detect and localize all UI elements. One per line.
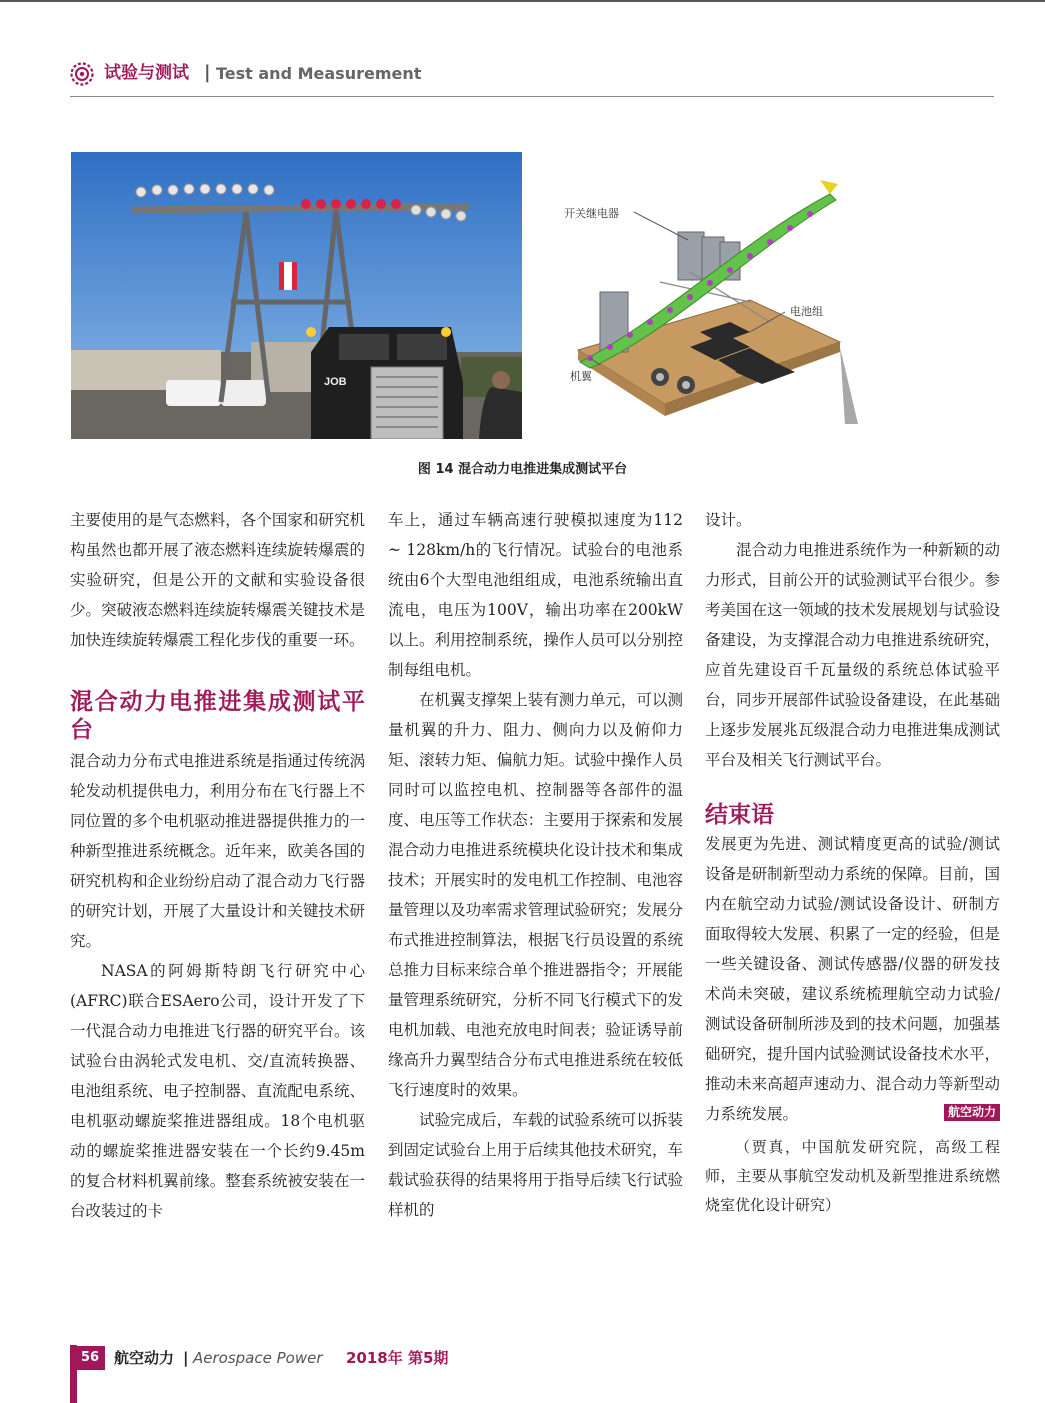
section-heading-conclusion: 结束语 [705,802,774,828]
journal-name-en: Aerospace Power [193,1349,323,1367]
author-affiliation: （贾真，中国航发研究院，高级工程师，主要从事航空发动机及新型推进系统燃烧室优化设计研究） [705,1138,1000,1214]
testbed-cad-diagram [540,172,862,438]
col3-paragraph-3-text: 发展更为先进、测试精度更高的试验/测试设备是研制新型动力系统的保障。目前，国内在航空动力试验/测试设备设计、研制方面取得较大发展、积累了一定的经验，但是一些关键设备、测试传感器/仪器的研发技术尚未突破，建议系统梳理航空动力试验/测试设备研制所涉及到的技术问题，加强基础研究，提升国内试验测试设备技术水平，推动未来高超声速动力、混合动力等新型动力系统发展。 [705,835,1000,1123]
col2-paragraph-2: 在机翼支撑架上装有测力单元，可以测量机翼的升力、阻力、侧向力以及俯仰力矩、滚转力矩、偏航力矩。试验中操作人员同时可以监控电机、控制器等各部件的温度、电压等工作状态：主要用于探索和发展混合动力电推进系统模块化设计技术和集成技术；开展实时的发电机工作控制、电池容量管理以及功率需求管理试验研究；发展分布式推进控制算法，根据飞行员设置的系统总推力目标来综合单个推进器指令；开展能量管理系统研究，分析不同飞行模式下的发电机加载、电池充放电时间表；验证诱导前缘高升力翼型结合分布式电推进系统在较低飞行速度时的效果。 [388,691,683,1099]
col2-paragraph-1: 车上，通过车辆高速行驶模拟速度为112 ~ 128km/h的飞行情况。试验台的电池系统由6个大型电池组组成，电池系统输出直流电，电压为100V，输出功率在200kW以上。利用控制系统，操作人员可以分别控制每组电机。 [388,511,683,679]
journal-end-badge: 航空动力 [944,1104,1000,1121]
section-title-en: Test and Measurement [216,64,422,83]
column-1 [70,505,365,1226]
section-title-cn: 试验与测试 [104,63,189,83]
label-battery: 电池组 [790,305,823,318]
section-logo-icon [70,62,94,86]
column-3 [705,505,1000,1220]
col2-paragraph-3: 试验完成后，车载的试验系统可以拆装到固定试验台上用于后续其他技术研究，车载试验获得的结果将用于指导后续飞行试验样机的 [388,1111,683,1219]
footer-separator: | [183,1349,189,1367]
figure-caption: 图 14 混合动力电推进集成测试平台 [417,462,628,477]
col3-paragraph-3 [705,829,1000,1129]
col3-paragraph-1: 设计。 [705,511,752,529]
top-border [0,0,1045,2]
header-separator: | [204,62,211,83]
label-relay: 开关继电器 [564,207,619,220]
truck-testbed-photo [71,152,522,439]
col3-paragraph-2: 混合动力电推进系统作为一种新颖的动力形式，目前公开的试验测试平台很少。参考美国在这一领域的技术发展规划与试验设备建设，为支撑混合动力电推进系统研究，应首先建设百千瓦量级的系统总体试验平台，同步开展部件试验设备建设，在此基础上逐步发展兆瓦级混合动力电推进集成测试平台及相关飞行测试平台。 [705,541,1000,769]
label-wing: 机翼 [570,370,592,383]
journal-name-cn: 航空动力 [114,1349,175,1367]
page-number: 56 [75,1346,105,1370]
journal-issue: 2018年 第5期 [346,1349,449,1367]
col1-paragraph-1: 主要使用的是气态燃料，各个国家和研究机构虽然也都开展了液态燃料连续旋转爆震的实验研究，但是公开的文献和实验设备很少。突破液态燃料连续旋转爆震关键技术是加快连续旋转爆震工程化步伐的重要一环。 [70,511,365,649]
header-rule [70,96,994,97]
col1-paragraph-2: 混合动力分布式电推进系统是指通过传统涡轮发动机提供电力，利用分布在飞行器上不同位置的多个电机驱动推进器提供推力的一种新型推进系统概念。近年来，欧美各国的研究机构和企业纷纷启动了混合动力飞行器的研究计划，开展了大量设计和关键技术研究。 [70,752,365,950]
col1-paragraph-3: NASA的阿姆斯特朗飞行研究中心 (AFRC)联合ESAero公司，设计开发了下一代混合动力电推进飞行器的研究平台。该试验台由涡轮式发电机、交/直流转换器、电池组系统、电子控制器、直流配电系统、电机驱动螺旋桨推进器组成。18个电机驱动的螺旋桨推进器安装在一个长约9.45m的复合材料机翼前缘。整套系统被安装在一台改装过的卡 [70,962,365,1220]
column-2 [388,505,683,1225]
section-heading-testbed: 混合动力电推进集成测试平台 [70,689,365,743]
truck-plate-text: JOB [324,376,347,388]
